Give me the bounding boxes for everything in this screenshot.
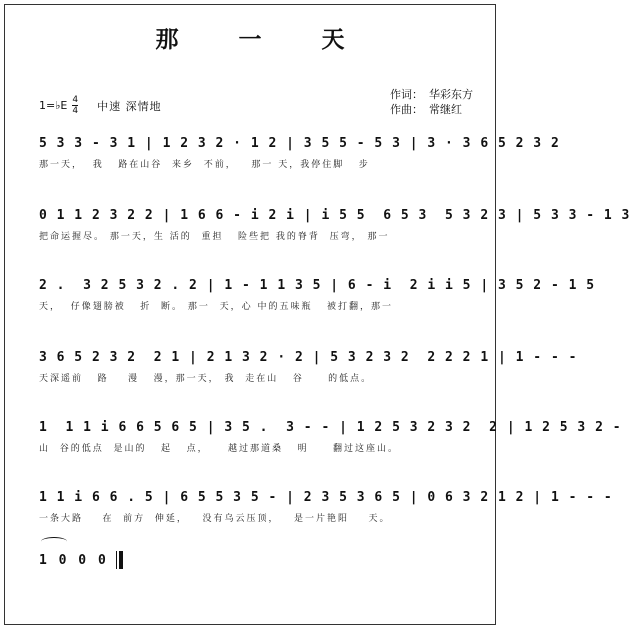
key-text: 1=♭E [39, 99, 68, 112]
tempo-marking: 中速 深情地 [97, 99, 162, 113]
thin-barline [116, 551, 117, 569]
time-top: 4 [72, 95, 79, 105]
lyricist-name: 华彩东方 [429, 88, 473, 101]
score-line-2 [39, 207, 630, 242]
lyricist-label: 作词： [390, 88, 423, 101]
notation-row: 1 1 1 i 6 6 5 6 5 | 3 5 . 3 - - | 1 2 5 3 2 3 2 2 | 1 2 5 3 2 - [39, 420, 622, 435]
score-line-4 [39, 349, 578, 384]
notation-row: 5 3 3 - 3 1 | 1 2 3 2 · 1 2 | 3 5 5 - 5 3 | 3 · 3 6 5 2 3 2 [39, 136, 560, 151]
notation-row: 2 . 3 2 5 3 2 . 2 | 1 - 1 1 3 5 | 6 - i 2 i i 5 | 3 5 2 - 1 5 [39, 278, 596, 293]
song-title: 那 一 天 [155, 27, 371, 53]
key-signature [39, 95, 162, 116]
final-measure [39, 551, 123, 569]
notation-row: 1 1 i 6 6 . 5 | 6 5 5 3 5 - | 2 3 5 3 6 5 | 0 6 3 2 1 2 | 1 - - - [39, 490, 613, 505]
ending-slur [41, 537, 67, 546]
lyrics-row: 把命运握尽。 那一天，生 活的 重担 险些把 我的脊背 压弯， 那一 [39, 232, 390, 242]
time-signature [72, 95, 78, 116]
lyricist-row [390, 87, 473, 102]
lyrics-row: 那一天， 我 路在山谷 来乡 不前， 那一 天，我停住脚 步 [39, 160, 370, 170]
score-line-5 [39, 419, 622, 454]
thick-barline [119, 551, 123, 569]
score-line-3 [39, 277, 596, 312]
composer-label: 作曲： [390, 103, 423, 116]
time-bottom: 4 [72, 106, 79, 116]
sheet-music-page [4, 4, 630, 625]
notation-row: 3 6 5 2 3 2 2 1 | 2 1 3 2 · 2 | 5 3 2 3 2 2 2 2 1 | 1 - - - [39, 350, 578, 365]
score-line-6 [39, 489, 613, 524]
lyrics-row: 一条大路 在 前方 伸延， 没有乌云压顶， 是一片艳阳 天。 [39, 514, 391, 524]
lyrics-row: 天深遥前 路 漫 漫，那一天， 我 走在山 谷 的低点。 [39, 374, 373, 384]
lyrics-row: 山 谷的低点 是山的 起 点， 越过那道桑 明 翻过这座山。 [39, 444, 399, 454]
score-line-1 [39, 135, 560, 170]
credits [390, 87, 473, 117]
lyrics-row: 天， 仔像翅膀被 折 断。 那一 天，心 中的五味瓶 被打翻，那一 [39, 302, 394, 312]
composer-row [390, 102, 473, 117]
composer-name: 常继红 [429, 103, 462, 116]
final-notes: 1 0 0 0 [39, 552, 108, 568]
notation-row: 0 1 1 2 3 2 2 | 1 6 6 - i 2 i | i 5 5 6 5 3 5 3 2 3 | 5 3 3 - 1 3 [39, 208, 630, 223]
